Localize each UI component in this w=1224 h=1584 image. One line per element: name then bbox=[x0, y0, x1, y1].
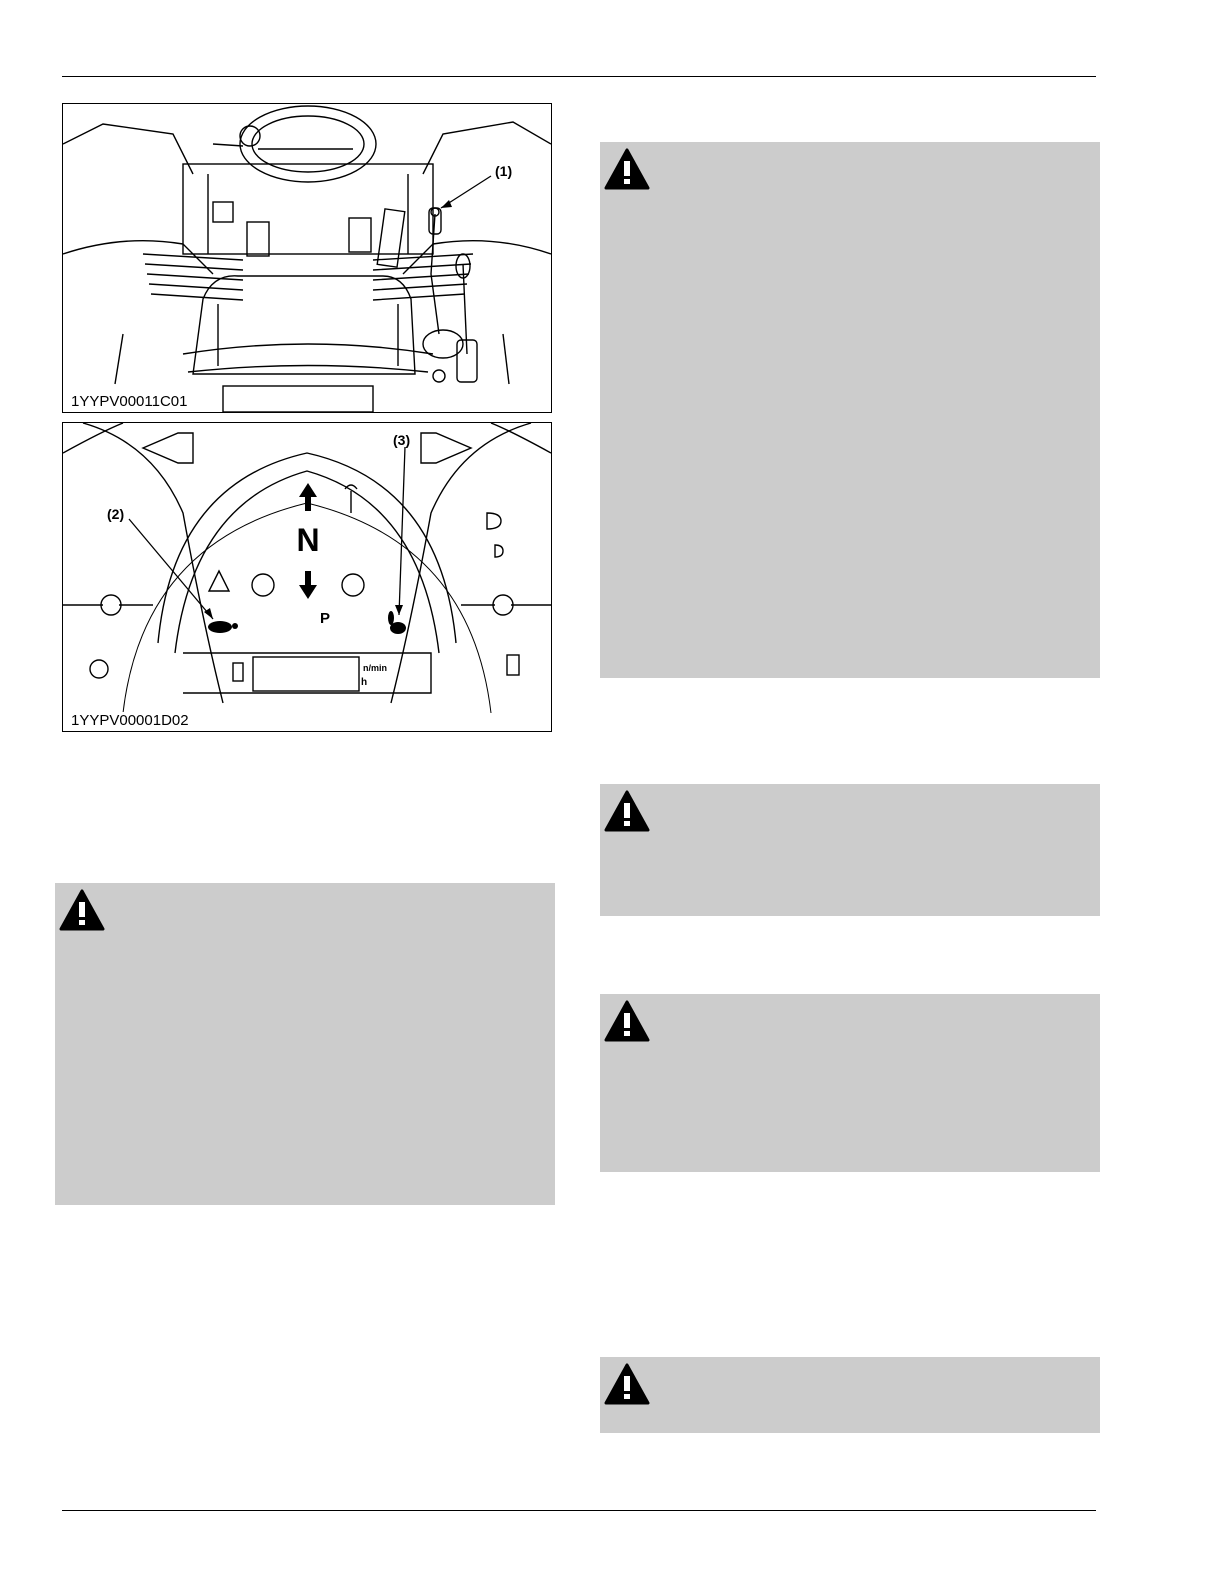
warning-triangle-icon bbox=[604, 148, 650, 190]
gear-indicator-n: N bbox=[296, 522, 320, 558]
warning-box-right-3 bbox=[600, 994, 1100, 1172]
warning-triangle-icon bbox=[604, 1000, 650, 1042]
callout-2: (2) bbox=[107, 506, 125, 522]
warning-triangle-icon bbox=[604, 1363, 650, 1405]
warning-triangle-icon bbox=[59, 889, 105, 931]
figure-code: 1YYPV00011C01 bbox=[71, 393, 188, 410]
figure-code: 1YYPV00001D02 bbox=[71, 712, 189, 729]
meter-unit-rpm: n/min bbox=[363, 663, 387, 673]
warning-box-right-1 bbox=[600, 142, 1100, 678]
warning-box-right-4 bbox=[600, 1357, 1100, 1433]
figure-operator-station bbox=[62, 103, 552, 413]
figure-instrument-panel bbox=[62, 422, 552, 732]
meter-unit-hours: h bbox=[361, 677, 368, 688]
footer-rule bbox=[62, 1510, 1096, 1511]
callout-3: (3) bbox=[393, 432, 411, 448]
warning-box-left bbox=[55, 883, 555, 1205]
warning-box-right-2 bbox=[600, 784, 1100, 916]
warning-triangle-icon bbox=[604, 790, 650, 832]
instrument-panel-illustration bbox=[63, 423, 551, 731]
callout-1: (1) bbox=[495, 163, 513, 179]
header-rule bbox=[62, 76, 1096, 77]
operator-station-illustration bbox=[63, 104, 551, 412]
parking-letter: P bbox=[319, 610, 331, 627]
